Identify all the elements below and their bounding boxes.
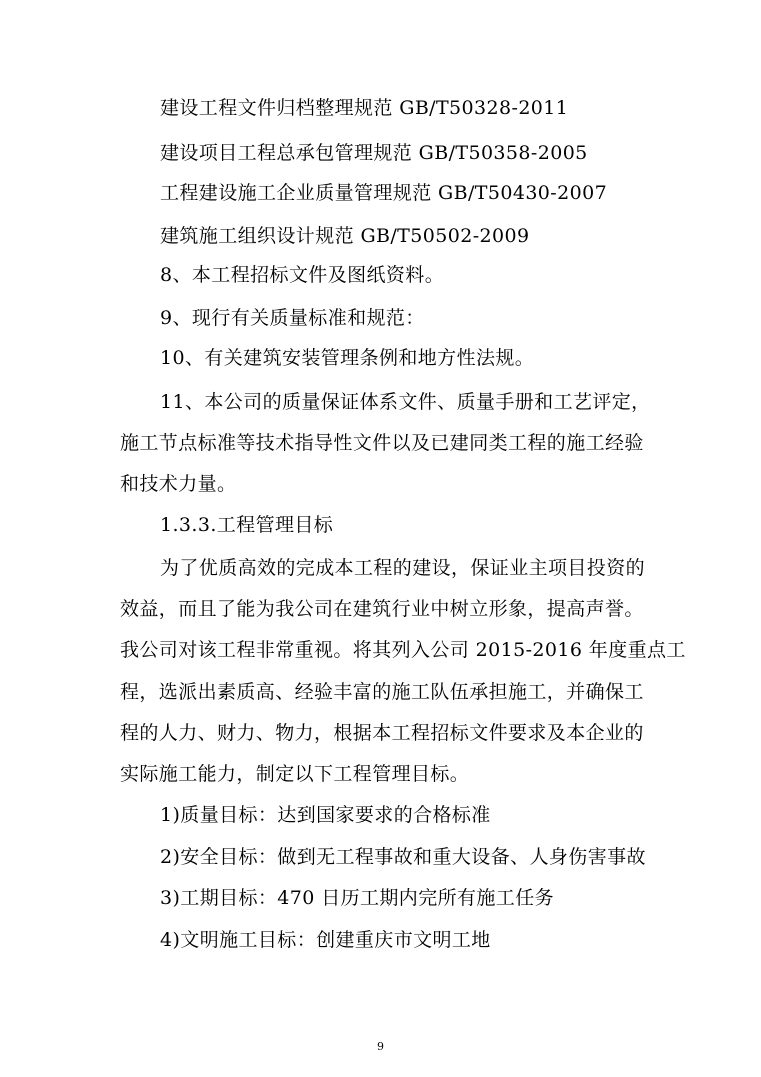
page-number: 9 xyxy=(377,1040,384,1053)
text-line: 程，选派出素质高、经验丰富的施工队伍承担施工，并确保工 xyxy=(120,681,644,703)
list-item: 4)文明施工目标：创建重庆市文明工地 xyxy=(160,929,491,951)
text-line: 建筑施工组织设计规范 GB/T50502-2009 xyxy=(160,225,530,247)
text-line: 建设工程文件归档整理规范 GB/T50328-2011 xyxy=(160,97,569,119)
list-item: 3)工期目标：470 日历工期内完所有施工任务 xyxy=(160,887,555,909)
list-item: 1)质量目标：达到国家要求的合格标准 xyxy=(160,804,491,826)
text-line: 实际施工能力，制定以下工程管理目标。 xyxy=(120,763,470,785)
text-line: 和技术力量。 xyxy=(120,473,237,495)
text-line: 9、现行有关质量标准和规范： xyxy=(160,307,425,329)
text-line: 程的人力、财力、物力，根据本工程招标文件要求及本企业的 xyxy=(120,722,644,744)
text-line: 为了优质高效的完成本工程的建设，保证业主项目投资的 xyxy=(160,557,646,579)
list-item: 2)安全目标：做到无工程事故和重大设备、人身伤害事故 xyxy=(160,846,646,868)
text-line: 11、本公司的质量保证体系文件、质量手册和工艺评定， xyxy=(160,391,651,413)
text-line: 我公司对该工程非常重视。将其列入公司 2015-2016 年度重点工 xyxy=(120,639,686,661)
text-line: 施工节点标准等技术指导性文件以及已建同类工程的施工经验 xyxy=(120,432,644,454)
text-line: 效益，而且了能为我公司在建筑行业中树立形象，提高声誉。 xyxy=(120,598,644,620)
text-line: 工程建设施工企业质量管理规范 GB/T50430-2007 xyxy=(160,182,608,204)
text-line: 10、有关建筑安装管理条例和地方性法规。 xyxy=(160,347,535,369)
section-heading: 1.3.3.工程管理目标 xyxy=(160,514,334,536)
text-line: 8、本工程招标文件及图纸资料。 xyxy=(160,264,445,286)
text-line: 建设项目工程总承包管理规范 GB/T50358-2005 xyxy=(160,142,588,164)
